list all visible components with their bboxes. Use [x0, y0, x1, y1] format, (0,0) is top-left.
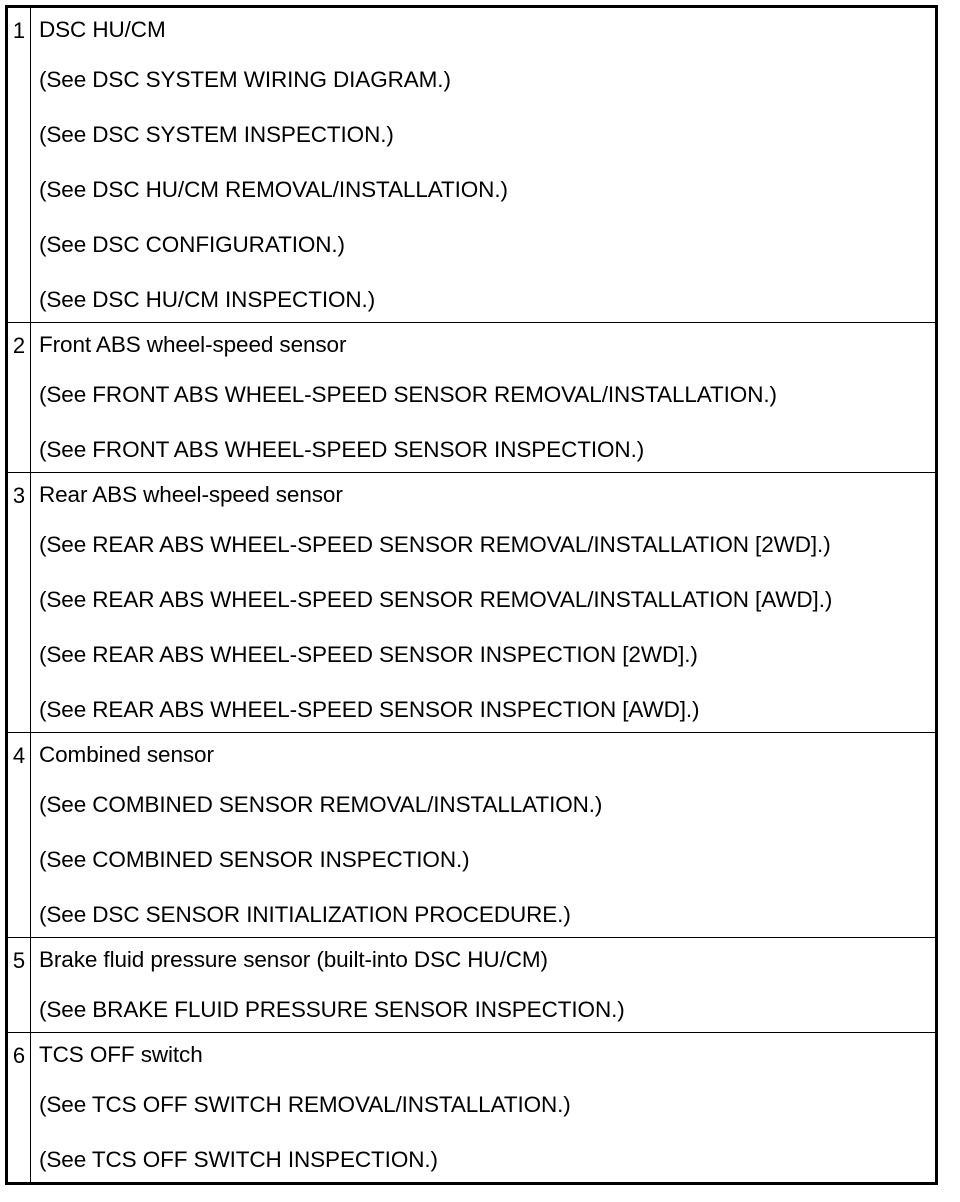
reference-link[interactable]: (See DSC SYSTEM INSPECTION.): [39, 122, 394, 147]
row-number: 3: [7, 473, 31, 733]
reference-link[interactable]: (See DSC CONFIGURATION.): [39, 232, 345, 257]
reference-link[interactable]: (See DSC HU/CM INSPECTION.): [39, 287, 376, 312]
reference-link[interactable]: (See REAR ABS WHEEL-SPEED SENSOR REMOVAL/INSTALLATION [AWD].): [39, 587, 833, 612]
row-number: 5: [7, 938, 31, 1033]
reference-link[interactable]: (See DSC HU/CM REMOVAL/INSTALLATION.): [39, 177, 508, 202]
table-row-6: [7, 1033, 937, 1184]
component-name: Combined sensor: [39, 742, 214, 767]
reference-link[interactable]: (See FRONT ABS WHEEL-SPEED SENSOR REMOVAL/INSTALLATION.): [39, 382, 777, 407]
reference-link[interactable]: (See FRONT ABS WHEEL-SPEED SENSOR INSPECTION.): [39, 437, 645, 462]
component-name: Rear ABS wheel-speed sensor: [39, 482, 343, 507]
row-number: 2: [7, 323, 31, 473]
component-name: Brake fluid pressure sensor (built-into DSC HU/CM): [39, 947, 548, 972]
component-name: Front ABS wheel-speed sensor: [39, 332, 347, 357]
table-row-1: [7, 7, 937, 323]
reference-link[interactable]: (See TCS OFF SWITCH INSPECTION.): [39, 1147, 438, 1172]
component-name: TCS OFF switch: [39, 1042, 203, 1067]
reference-link[interactable]: (See TCS OFF SWITCH REMOVAL/INSTALLATION.): [39, 1092, 571, 1117]
reference-link[interactable]: (See COMBINED SENSOR INSPECTION.): [39, 847, 470, 872]
component-reference-table: [5, 5, 938, 1185]
row-number: 4: [7, 733, 31, 938]
row-content: [31, 733, 937, 938]
row-content: [31, 473, 937, 733]
reference-link[interactable]: (See REAR ABS WHEEL-SPEED SENSOR INSPECTION [AWD].): [39, 697, 700, 722]
row-number: 1: [7, 7, 31, 323]
table-row-2: [7, 323, 937, 473]
table-row-3: [7, 473, 937, 733]
reference-link[interactable]: (See BRAKE FLUID PRESSURE SENSOR INSPECTION.): [39, 997, 625, 1022]
row-content: [31, 938, 937, 1033]
table-row-5: [7, 938, 937, 1033]
row-content: [31, 1033, 937, 1184]
reference-link[interactable]: (See DSC SYSTEM WIRING DIAGRAM.): [39, 67, 451, 92]
row-content: [31, 323, 937, 473]
reference-link[interactable]: (See DSC SENSOR INITIALIZATION PROCEDURE.): [39, 902, 571, 927]
component-name: DSC HU/CM: [39, 17, 166, 42]
row-content: [31, 7, 937, 323]
reference-link[interactable]: (See REAR ABS WHEEL-SPEED SENSOR INSPECTION [2WD].): [39, 642, 698, 667]
row-number: 6: [7, 1033, 31, 1184]
table-row-4: [7, 733, 937, 938]
reference-link[interactable]: (See REAR ABS WHEEL-SPEED SENSOR REMOVAL/INSTALLATION [2WD].): [39, 532, 831, 557]
reference-link[interactable]: (See COMBINED SENSOR REMOVAL/INSTALLATION.): [39, 792, 603, 817]
